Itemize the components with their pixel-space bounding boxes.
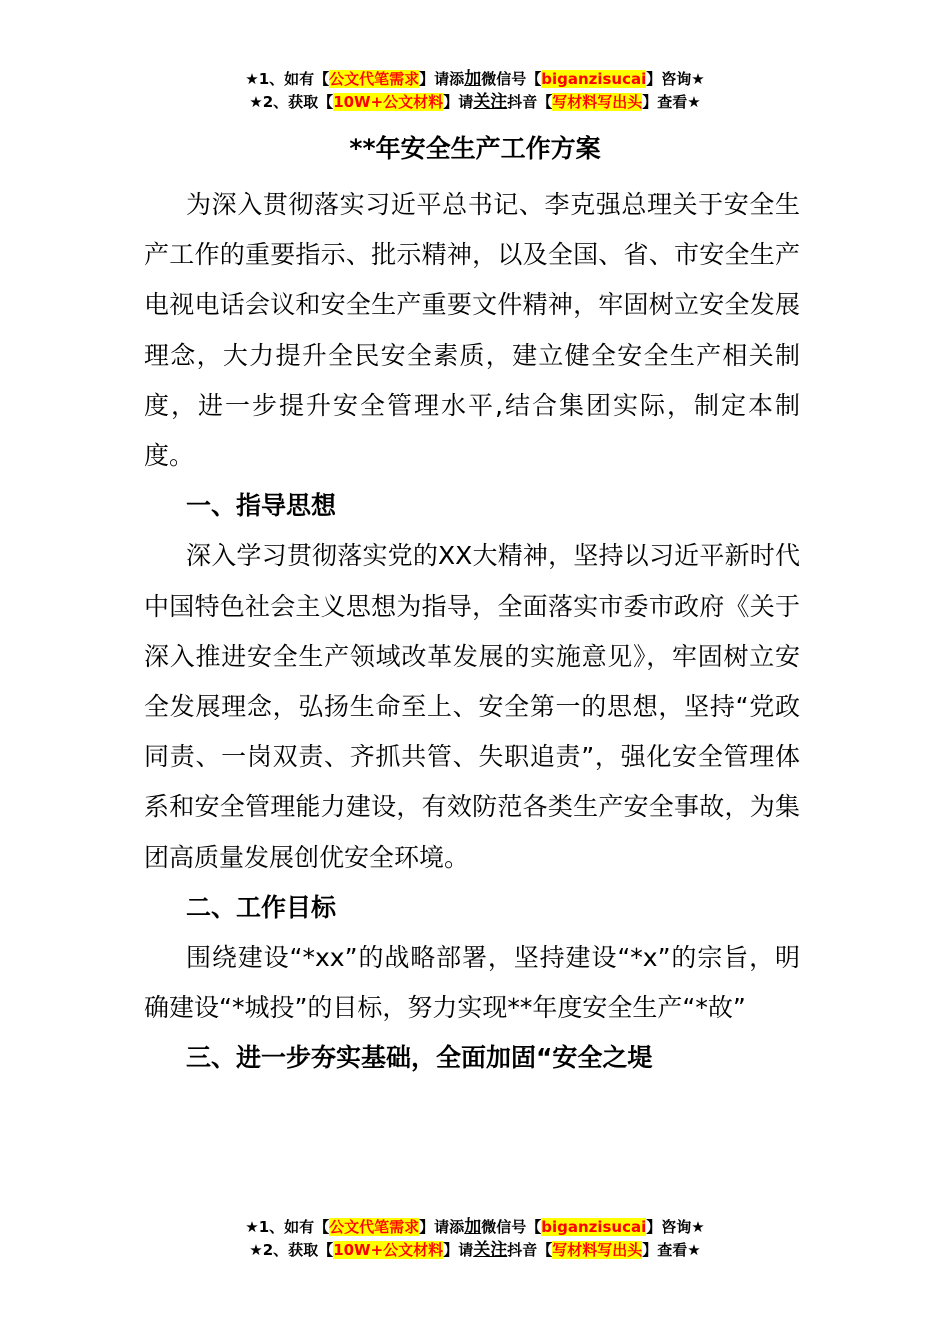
section-heading-work-goals: 二、工作目标 <box>186 892 337 922</box>
banner-text: 抖音【 <box>507 93 553 111</box>
banner-text: 】请 <box>443 93 474 111</box>
banner-highlight: 公文代笔需求 <box>329 1218 420 1236</box>
intro-paragraph: 为深入贯彻落实习近平总书记、李克强总理关于安全生产工作的重要指示、批示精神，以及全国、省、市安全生产电视电话会议和安全生产重要文件精神，牢固树立安全发展理念，大力提升全民安全素质，建立健全安全生产相关制度，进一步提升安全管理水平,结合集团实际，制定本制度。 <box>144 190 800 471</box>
banner-underlined-text: 关注 <box>473 1240 508 1260</box>
banner-line-1 <box>0 68 950 91</box>
banner-underlined-text: 加 <box>464 1217 482 1237</box>
header-banner <box>0 68 950 114</box>
banner-underlined-text: 加 <box>464 69 482 89</box>
guiding-ideology-paragraph: 深入学习贯彻落实党的XX大精神，坚持以习近平新时代中国特色社会主义思想为指导，全面落实市委市政府《关于深入推进安全生产领域改革发展的实施意见》，牢固树立安全发展理念，弘扬生命至上、安全第一的思想，坚持“党政同责、一岗双责、齐抓共管、失职追责”，强化安全管理体系和安全管理能力建设，有效防范各类生产安全事故，为集团高质量发展创优安全环境。 <box>144 541 800 872</box>
banner-line-2 <box>0 1239 950 1262</box>
banner-text: 】查看★ <box>642 1241 701 1259</box>
banner-highlight: biganzisucai <box>541 1218 647 1236</box>
banner-text: 】请 <box>443 1241 474 1259</box>
section-heading-foundation: 三、进一步夯实基础，全面加固“安全之堤 <box>186 1043 653 1073</box>
banner-highlight: 公文代笔需求 <box>329 70 420 88</box>
banner-line-2 <box>0 91 950 114</box>
banner-text: ★1、如有【 <box>245 1218 330 1236</box>
banner-highlight: biganzisucai <box>541 70 647 88</box>
banner-text: 抖音【 <box>507 1241 553 1259</box>
document-title: **年安全生产工作方案 <box>349 134 601 163</box>
banner-text: 微信号【 <box>481 1218 542 1236</box>
banner-highlight: 10W+公文材料 <box>333 1241 444 1259</box>
footer-banner <box>0 1216 950 1262</box>
banner-underlined-text: 关注 <box>473 92 508 112</box>
banner-text: 】咨询★ <box>646 70 705 88</box>
document-body <box>144 180 800 1084</box>
banner-highlight: 10W+公文材料 <box>333 93 444 111</box>
banner-text: ★2、获取【 <box>249 93 334 111</box>
banner-text: 】请添 <box>419 1218 465 1236</box>
work-goals-paragraph: 围绕建设“*xx”的战略部署，坚持建设“*x”的宗旨，明确建设“*城投”的目标，努力实现**年度安全生产“*故” <box>144 943 800 1023</box>
banner-text: 】请添 <box>419 70 465 88</box>
banner-text: ★1、如有【 <box>245 70 330 88</box>
banner-text: 】查看★ <box>642 93 701 111</box>
banner-line-1 <box>0 1216 950 1239</box>
banner-text: 】咨询★ <box>646 1218 705 1236</box>
banner-text: ★2、获取【 <box>249 1241 334 1259</box>
banner-highlight: 写材料写出头 <box>552 93 643 111</box>
banner-text: 微信号【 <box>481 70 542 88</box>
banner-highlight: 写材料写出头 <box>552 1241 643 1259</box>
section-heading-guiding-ideology: 一、指导思想 <box>186 491 337 521</box>
